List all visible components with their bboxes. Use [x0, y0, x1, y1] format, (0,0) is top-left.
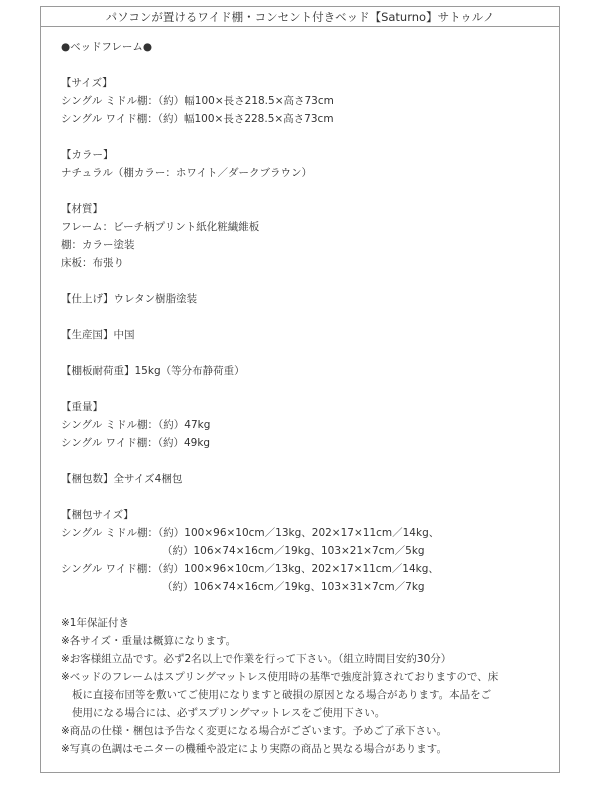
page-title: パソコンが置けるワイド棚・コンセント付きベッド【Saturno】サトゥルノ	[105, 9, 495, 24]
material-line: 棚：カラー塗装	[61, 239, 135, 251]
note-item: ※各サイズ・重量は概算になります。	[61, 635, 237, 647]
note-item: ※写真の色調はモニターの機種や設定により実際の商品と異なる場合があります。	[61, 743, 447, 755]
package-size-line: （約）106×74×16cm／19kg、103×21×7cm／5kg	[162, 545, 425, 557]
note-item: ※ベッドのフレームはスプリングマットレス使用時の基準で強度計算されておりますので、床	[61, 671, 499, 683]
package-size-line: （約）106×74×16cm／19kg、103×31×7cm／7kg	[162, 581, 425, 593]
notes	[61, 614, 559, 758]
note-item-continued: 使用になる場合には、必ずスプリングマットレスをご使用下さい。	[72, 707, 386, 719]
weight-line: シングル ミドル棚：（約）47kg	[61, 419, 211, 431]
material-label: 【材質】	[61, 203, 103, 215]
note-item: ※商品の仕様・梱包は予告なく変更になる場合がございます。予めご了承下さい。	[61, 725, 447, 737]
weight-label: 【重量】	[61, 401, 103, 413]
note-item: ※1年保証付き	[61, 617, 129, 629]
package-size-line: シングル ミドル棚：（約）100×96×10cm／13kg、202×17×11cm／14kg、	[61, 527, 440, 539]
package-size-label: 【梱包サイズ】	[61, 509, 134, 521]
size-line: シングル ワイド棚：（約）幅100×長さ228.5×高さ73cm	[61, 113, 334, 125]
note-item: ※お客様組立品です。必ず2名以上で作業を行って下さい。（組立時間目安約30分）	[61, 653, 452, 665]
note-item-continued: 板に直接布団等を敷いてご使用になりますと破損の原因となる場合があります。本品をご	[72, 689, 492, 701]
title-bar	[41, 7, 559, 27]
spec-frame	[40, 6, 560, 773]
size-label: 【サイズ】	[61, 77, 113, 89]
package-size-line: シングル ワイド棚：（約）100×96×10cm／13kg、202×17×11cm／14kg、	[61, 563, 439, 575]
material-line: フレーム：ビーチ柄プリント紙化粧繊維板	[61, 221, 260, 233]
finish-label: 【仕上げ】ウレタン樹脂塗装	[61, 293, 198, 305]
size-line: シングル ミドル棚：（約）幅100×長さ218.5×高さ73cm	[61, 95, 334, 107]
material-line: 床板：布張り	[61, 257, 124, 269]
color-label: 【カラー】	[61, 149, 114, 161]
package-count-label: 【梱包数】全サイズ4梱包	[61, 473, 183, 485]
color-line: ナチュラル（棚カラー：ホワイト／ダークブラウン）	[61, 167, 313, 179]
weight-line: シングル ワイド棚：（約）49kg	[61, 437, 211, 449]
spec-content	[41, 27, 559, 758]
section-heading: ●ベッドフレーム●	[61, 41, 153, 53]
shelf-load-label: 【棚板耐荷重】15kg（等分布静荷重）	[61, 365, 245, 377]
origin-label: 【生産国】中国	[61, 329, 135, 341]
